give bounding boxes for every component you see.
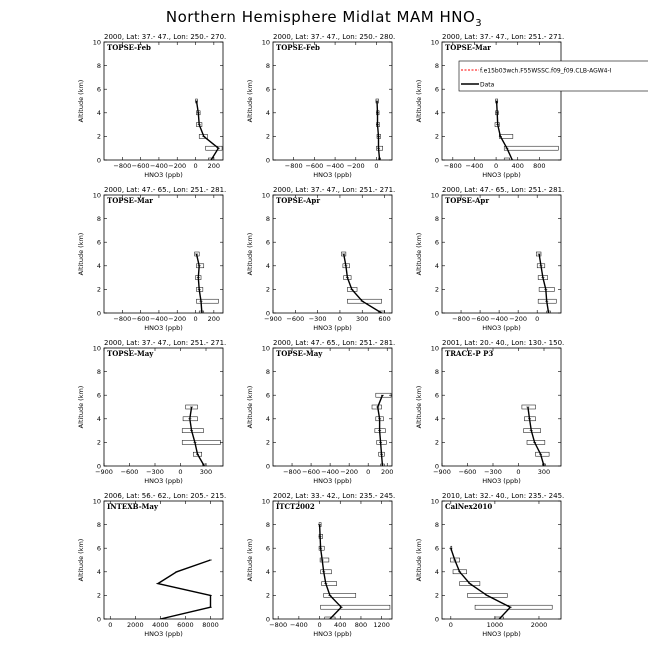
data-profile-line <box>197 101 219 160</box>
x-tick-label: −600 <box>286 315 305 323</box>
x-tick-label: 2000 <box>530 621 548 629</box>
x-tick-label: 0 <box>108 621 113 629</box>
y-tick-label: 6 <box>96 544 101 553</box>
y-tick-label: 10 <box>430 497 439 506</box>
data-profile-line <box>497 101 513 160</box>
y-tick-label: 6 <box>434 85 439 94</box>
y-tick-label: 4 <box>96 415 101 424</box>
x-tick-label: 300 <box>199 468 213 476</box>
data-profile-line <box>190 407 205 466</box>
x-tick-label: −200 <box>168 315 187 323</box>
legend-data-label: Data <box>480 81 495 89</box>
plot-area <box>182 405 220 468</box>
legend-model-label: f.e15b03wch.F55WSSC.f09_f09.CLB-AGW4-I <box>480 67 612 75</box>
x-axis-label: HNO3 (ppb) <box>482 477 521 485</box>
x-tick-label: 2000 <box>127 621 144 629</box>
panel-6 <box>415 186 564 332</box>
y-tick-label: 8 <box>96 367 101 376</box>
x-tick-label: −600 <box>120 468 139 476</box>
y-tick-label: 2 <box>265 285 270 294</box>
x-tick-label: 200 <box>207 315 221 323</box>
x-tick-label: 0 <box>374 162 379 170</box>
panel-9 <box>415 339 564 485</box>
panel-label: TOPSE-Apr <box>445 196 490 205</box>
y-axis-label: Altitude (km) <box>415 385 423 429</box>
plot-area <box>536 252 556 315</box>
x-axis-label: HNO3 (ppb) <box>313 630 352 638</box>
x-tick-label: 200 <box>207 162 221 170</box>
x-tick-label: 200 <box>381 468 394 476</box>
y-tick-label: 0 <box>265 309 270 318</box>
plot-frame <box>273 348 392 466</box>
panel-header: 2000, Lat: 37.- 47., Lon: 250.- 270. <box>104 33 227 41</box>
panel-header: 2000, Lat: 37.- 47., Lon: 251.- 271. <box>104 339 227 347</box>
x-tick-label: 0 <box>193 162 198 170</box>
y-tick-label: 8 <box>265 61 270 70</box>
x-axis-label: HNO3 (ppb) <box>313 171 352 179</box>
x-tick-label: 0 <box>193 315 198 323</box>
data-profile-line <box>344 254 382 313</box>
panel-1 <box>77 33 226 179</box>
plot-frame <box>442 42 561 160</box>
y-tick-label: 6 <box>96 391 101 400</box>
x-tick-label: 0 <box>494 162 499 170</box>
y-axis-label: Altitude (km) <box>246 232 254 276</box>
x-tick-label: 0 <box>337 315 343 323</box>
x-tick-label: 1200 <box>373 621 390 629</box>
y-tick-label: 0 <box>265 156 270 165</box>
y-axis-label: Altitude (km) <box>415 79 423 123</box>
x-tick-label: −200 <box>168 162 187 170</box>
x-tick-label: −300 <box>484 468 502 476</box>
plot-frame <box>442 195 561 313</box>
x-axis-label: HNO3 (ppb) <box>144 630 183 638</box>
panel-label: TOPSE-Apr <box>276 196 321 205</box>
y-tick-label: 4 <box>265 568 270 577</box>
panel-header: 2000, Lat: 37.- 47., Lon: 251.- 271. <box>273 186 396 194</box>
x-tick-label: 0 <box>535 315 540 323</box>
y-tick-label: 8 <box>96 214 101 223</box>
panel-7 <box>77 339 226 485</box>
x-tick-label: −400 <box>490 315 509 323</box>
panel-header: 2000, Lat: 47.- 65., Lon: 251.- 281. <box>273 339 396 347</box>
y-tick-label: 8 <box>96 61 101 70</box>
plot-area <box>341 252 384 315</box>
x-tick-label: −600 <box>305 162 324 170</box>
panel-label: TOPSE-Mar <box>445 43 491 52</box>
y-tick-label: 0 <box>96 615 101 624</box>
x-tick-label: 600 <box>378 315 391 323</box>
y-tick-label: 8 <box>265 214 270 223</box>
y-tick-label: 2 <box>434 285 439 294</box>
x-tick-label: 400 <box>334 621 347 629</box>
y-axis-label: Altitude (km) <box>246 79 254 123</box>
figure-title: Northern Hemisphere Midlat MAM $HNO_3$ <box>165 8 483 29</box>
x-tick-label: −600 <box>131 162 150 170</box>
x-tick-label: 800 <box>533 162 546 170</box>
panel-header: 2000, Lat: 37.- 47., Lon: 250.- 280. <box>273 33 396 41</box>
y-tick-label: 8 <box>434 520 439 529</box>
plot-area <box>372 393 391 468</box>
panel-12 <box>415 492 564 638</box>
plot-frame <box>104 501 223 619</box>
x-tick-label: 0 <box>366 468 371 476</box>
plot-area <box>522 405 549 468</box>
y-axis-label: Altitude (km) <box>77 385 85 429</box>
y-tick-label: 0 <box>96 462 101 471</box>
x-tick-label: 800 <box>354 621 368 629</box>
x-axis-label: HNO3 (ppb) <box>482 171 521 179</box>
y-tick-label: 0 <box>434 462 439 471</box>
y-tick-label: 2 <box>96 132 101 141</box>
y-tick-label: 4 <box>434 415 439 424</box>
x-tick-label: −800 <box>284 162 303 170</box>
y-tick-label: 2 <box>265 132 270 141</box>
x-tick-label: −800 <box>452 315 470 323</box>
plot-frame <box>273 42 392 160</box>
y-tick-label: 10 <box>92 38 101 47</box>
panel-label: TOPSE-Mar <box>107 196 153 205</box>
panel-2 <box>246 33 395 179</box>
y-tick-label: 0 <box>96 156 101 165</box>
plot-area <box>195 252 219 315</box>
panel-header: 2002, Lat: 33.- 42., Lon: 235.- 245. <box>273 492 396 500</box>
panel-label: TOPSE-Feb <box>276 43 320 52</box>
x-tick-label: 4000 <box>152 621 169 629</box>
y-axis-label: Altitude (km) <box>246 538 254 582</box>
y-axis-label: Altitude (km) <box>77 232 85 276</box>
y-tick-label: 10 <box>92 344 101 353</box>
data-profile-line <box>377 101 380 160</box>
x-tick-label: −400 <box>326 162 345 170</box>
x-tick-label: −200 <box>509 315 528 323</box>
x-tick-label: −400 <box>149 315 168 323</box>
panel-label: TRACE-P P3 <box>445 349 494 358</box>
panel-label: TOPSE-May <box>276 349 323 358</box>
panel-header: 2001, Lat: 20.- 40., Lon: 130.- 150. <box>442 339 565 347</box>
x-axis-label: HNO3 (ppb) <box>313 477 352 485</box>
panel-label: ITCT2002 <box>276 502 315 511</box>
y-tick-label: 8 <box>434 61 439 70</box>
x-tick-label: −300 <box>308 315 327 323</box>
y-tick-label: 6 <box>434 238 439 247</box>
legend <box>459 61 648 91</box>
panel-header: 2006, Lat: 56.- 62., Lon: 205.- 215. <box>104 492 227 500</box>
plot-area <box>195 99 222 162</box>
y-tick-label: 6 <box>434 544 439 553</box>
x-tick-label: 0 <box>317 621 322 629</box>
panel-label: TOPSE-Feb <box>107 43 151 52</box>
y-tick-label: 6 <box>265 85 270 94</box>
x-axis-label: HNO3 (ppb) <box>482 324 521 332</box>
y-tick-label: 4 <box>434 262 439 271</box>
y-tick-label: 0 <box>265 462 270 471</box>
y-axis-label: Altitude (km) <box>415 538 423 582</box>
x-tick-label: 0 <box>516 468 521 476</box>
x-tick-label: −600 <box>131 315 150 323</box>
panel-4 <box>77 186 226 332</box>
y-tick-label: 8 <box>265 367 270 376</box>
x-axis-label: HNO3 (ppb) <box>144 324 183 332</box>
x-tick-label: 300 <box>537 468 551 476</box>
y-tick-label: 6 <box>265 238 270 247</box>
error-box <box>475 605 552 609</box>
y-axis-label: Altitude (km) <box>77 79 85 123</box>
panel-5 <box>246 186 395 332</box>
panel-label: CalNex2010 <box>445 502 493 511</box>
data-profile-line <box>528 407 544 466</box>
panel-label: TOPSE-May <box>107 349 154 358</box>
x-tick-label: −600 <box>302 468 321 476</box>
y-tick-label: 4 <box>96 262 101 271</box>
x-tick-label: −400 <box>289 621 308 629</box>
x-tick-label: −900 <box>433 468 451 476</box>
y-tick-label: 4 <box>265 415 270 424</box>
y-tick-label: 10 <box>430 38 439 47</box>
y-tick-label: 8 <box>434 367 439 376</box>
y-axis-label: Altitude (km) <box>246 385 254 429</box>
x-tick-label: −400 <box>465 162 484 170</box>
plot-frame <box>104 42 223 160</box>
x-tick-label: −600 <box>471 315 490 323</box>
plot-frame <box>104 195 223 313</box>
y-tick-label: 10 <box>92 497 101 506</box>
panels <box>77 33 648 638</box>
plot-area <box>495 99 558 162</box>
plot-area <box>318 523 390 621</box>
error-box <box>504 146 558 150</box>
x-tick-label: 300 <box>356 315 369 323</box>
x-tick-label: −900 <box>264 315 282 323</box>
y-tick-label: 2 <box>96 591 101 600</box>
panel-label: INTEXB-May <box>107 502 158 511</box>
y-tick-label: 4 <box>96 568 101 577</box>
panel-header: 2000, Lat: 47.- 65., Lon: 251.- 281. <box>442 186 565 194</box>
y-tick-label: 0 <box>434 156 439 165</box>
x-tick-label: 6000 <box>177 621 194 629</box>
y-tick-label: 8 <box>96 520 101 529</box>
y-axis-label: Altitude (km) <box>415 232 423 276</box>
x-tick-label: −400 <box>149 162 168 170</box>
x-tick-label: −600 <box>458 468 477 476</box>
y-tick-label: 10 <box>430 191 439 200</box>
x-tick-label: 1000 <box>486 621 504 629</box>
x-tick-label: −800 <box>443 162 462 170</box>
x-tick-label: −400 <box>321 468 340 476</box>
y-tick-label: 2 <box>96 438 101 447</box>
y-tick-label: 2 <box>265 591 270 600</box>
error-box <box>322 582 337 586</box>
x-tick-label: −300 <box>146 468 164 476</box>
y-tick-label: 6 <box>96 85 101 94</box>
y-tick-label: 0 <box>434 309 439 318</box>
panel-10 <box>77 492 226 638</box>
plot-frame <box>273 195 392 313</box>
x-axis-label: HNO3 (ppb) <box>482 630 521 638</box>
data-profile-line <box>539 254 549 313</box>
y-tick-label: 6 <box>265 544 270 553</box>
panel-8 <box>246 339 395 485</box>
y-tick-label: 10 <box>430 344 439 353</box>
y-tick-label: 6 <box>96 238 101 247</box>
error-box <box>182 440 220 444</box>
panel-11 <box>246 492 395 638</box>
y-tick-label: 2 <box>434 591 439 600</box>
plot-area <box>156 560 212 619</box>
x-tick-label: −800 <box>269 621 288 629</box>
x-tick-label: 400 <box>511 162 524 170</box>
error-box <box>321 605 390 609</box>
y-tick-label: 4 <box>434 568 439 577</box>
y-tick-label: 10 <box>261 497 270 506</box>
y-tick-label: 0 <box>434 615 439 624</box>
panel-header: 2000, Lat: 47.- 65., Lon: 251.- 281. <box>104 186 227 194</box>
x-tick-label: 0 <box>448 621 453 629</box>
data-profile-line <box>158 560 211 619</box>
y-tick-label: 6 <box>434 391 439 400</box>
error-box <box>536 452 550 456</box>
y-tick-label: 10 <box>261 38 270 47</box>
plot-frame <box>273 501 392 619</box>
y-tick-label: 8 <box>434 214 439 223</box>
y-tick-label: 0 <box>265 615 270 624</box>
y-tick-label: 4 <box>265 109 270 118</box>
x-tick-label: −800 <box>113 162 132 170</box>
x-tick-label: −900 <box>95 468 113 476</box>
y-tick-label: 2 <box>265 438 270 447</box>
y-tick-label: 4 <box>434 109 439 118</box>
panel-3 <box>415 33 564 179</box>
data-profile-line <box>197 254 202 313</box>
y-tick-label: 10 <box>261 191 270 200</box>
x-tick-label: −800 <box>113 315 132 323</box>
y-tick-label: 10 <box>92 191 101 200</box>
y-tick-label: 4 <box>265 262 270 271</box>
y-tick-label: 8 <box>265 520 270 529</box>
y-axis-label: Altitude (km) <box>77 538 85 582</box>
x-axis-label: HNO3 (ppb) <box>313 324 352 332</box>
y-tick-label: 2 <box>96 285 101 294</box>
y-tick-label: 0 <box>96 309 101 318</box>
plot-frame <box>442 348 561 466</box>
y-tick-label: 6 <box>265 391 270 400</box>
x-axis-label: HNO3 (ppb) <box>144 477 183 485</box>
y-tick-label: 10 <box>261 344 270 353</box>
panel-header: 2010, Lat: 32.- 40., Lon: 235.- 245. <box>442 492 565 500</box>
x-tick-label: −200 <box>346 162 365 170</box>
plot-area <box>449 546 552 621</box>
y-tick-label: 4 <box>96 109 101 118</box>
panel-header: 2000, Lat: 37.- 47., Lon: 251.- 271. <box>442 33 565 41</box>
y-tick-label: 2 <box>434 438 439 447</box>
x-axis-label: HNO3 (ppb) <box>144 171 183 179</box>
x-tick-label: −800 <box>283 468 301 476</box>
x-tick-label: 8000 <box>202 621 219 629</box>
plot-frame <box>104 348 223 466</box>
y-tick-label: 2 <box>434 132 439 141</box>
x-tick-label: 0 <box>178 468 183 476</box>
x-tick-label: −200 <box>340 468 359 476</box>
plot-area <box>375 99 382 162</box>
